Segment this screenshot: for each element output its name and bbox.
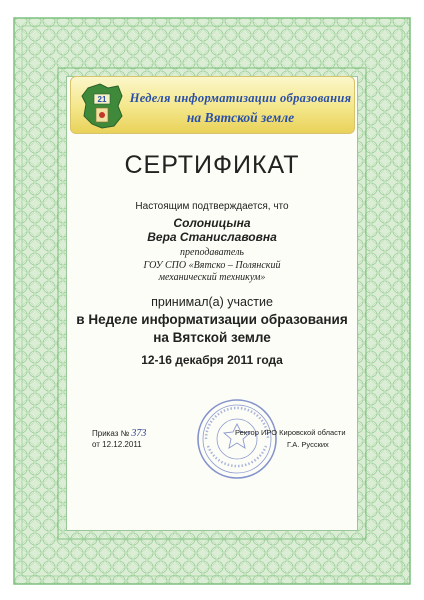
recipient-surname: Солоницына	[173, 216, 251, 230]
event-dates: 12-16 декабря 2011 года	[141, 353, 283, 367]
order-date-label: от	[92, 440, 100, 449]
organization-line1: ГОУ СПО «Вятско – Полянский	[143, 260, 281, 271]
emblem-number: 21	[97, 95, 107, 104]
banner-subtitle: на Вятской земле	[186, 110, 295, 125]
order-number-line	[92, 428, 146, 439]
participation-text: принимал(а) участие	[151, 295, 273, 309]
event-name-line1: в Неделе информатизации образования	[76, 312, 348, 327]
certificate-title: СЕРТИФИКАТ	[124, 151, 300, 179]
event-name-line2: на Вятской земле	[153, 330, 271, 345]
intro-text: Настоящим подтверждается, что	[135, 201, 289, 212]
rector-title: Ректор ИРО Кировской области	[235, 428, 346, 437]
official-seal-icon	[196, 398, 278, 480]
recipient-position: преподаватель	[180, 247, 244, 258]
banner-title: Неделя информатизации образования	[129, 91, 352, 105]
order-date: 12.12.2011	[102, 440, 142, 449]
order-label: Приказ №	[92, 429, 130, 438]
vyatka-map-emblem-icon	[78, 80, 126, 132]
order-number: 373	[131, 428, 147, 439]
rector-name: Г.А. Русских	[287, 440, 329, 449]
organization-line2: механический техникум»	[158, 272, 266, 283]
order-date-line	[92, 440, 142, 449]
recipient-name: Вера Станиславовна	[147, 230, 277, 244]
